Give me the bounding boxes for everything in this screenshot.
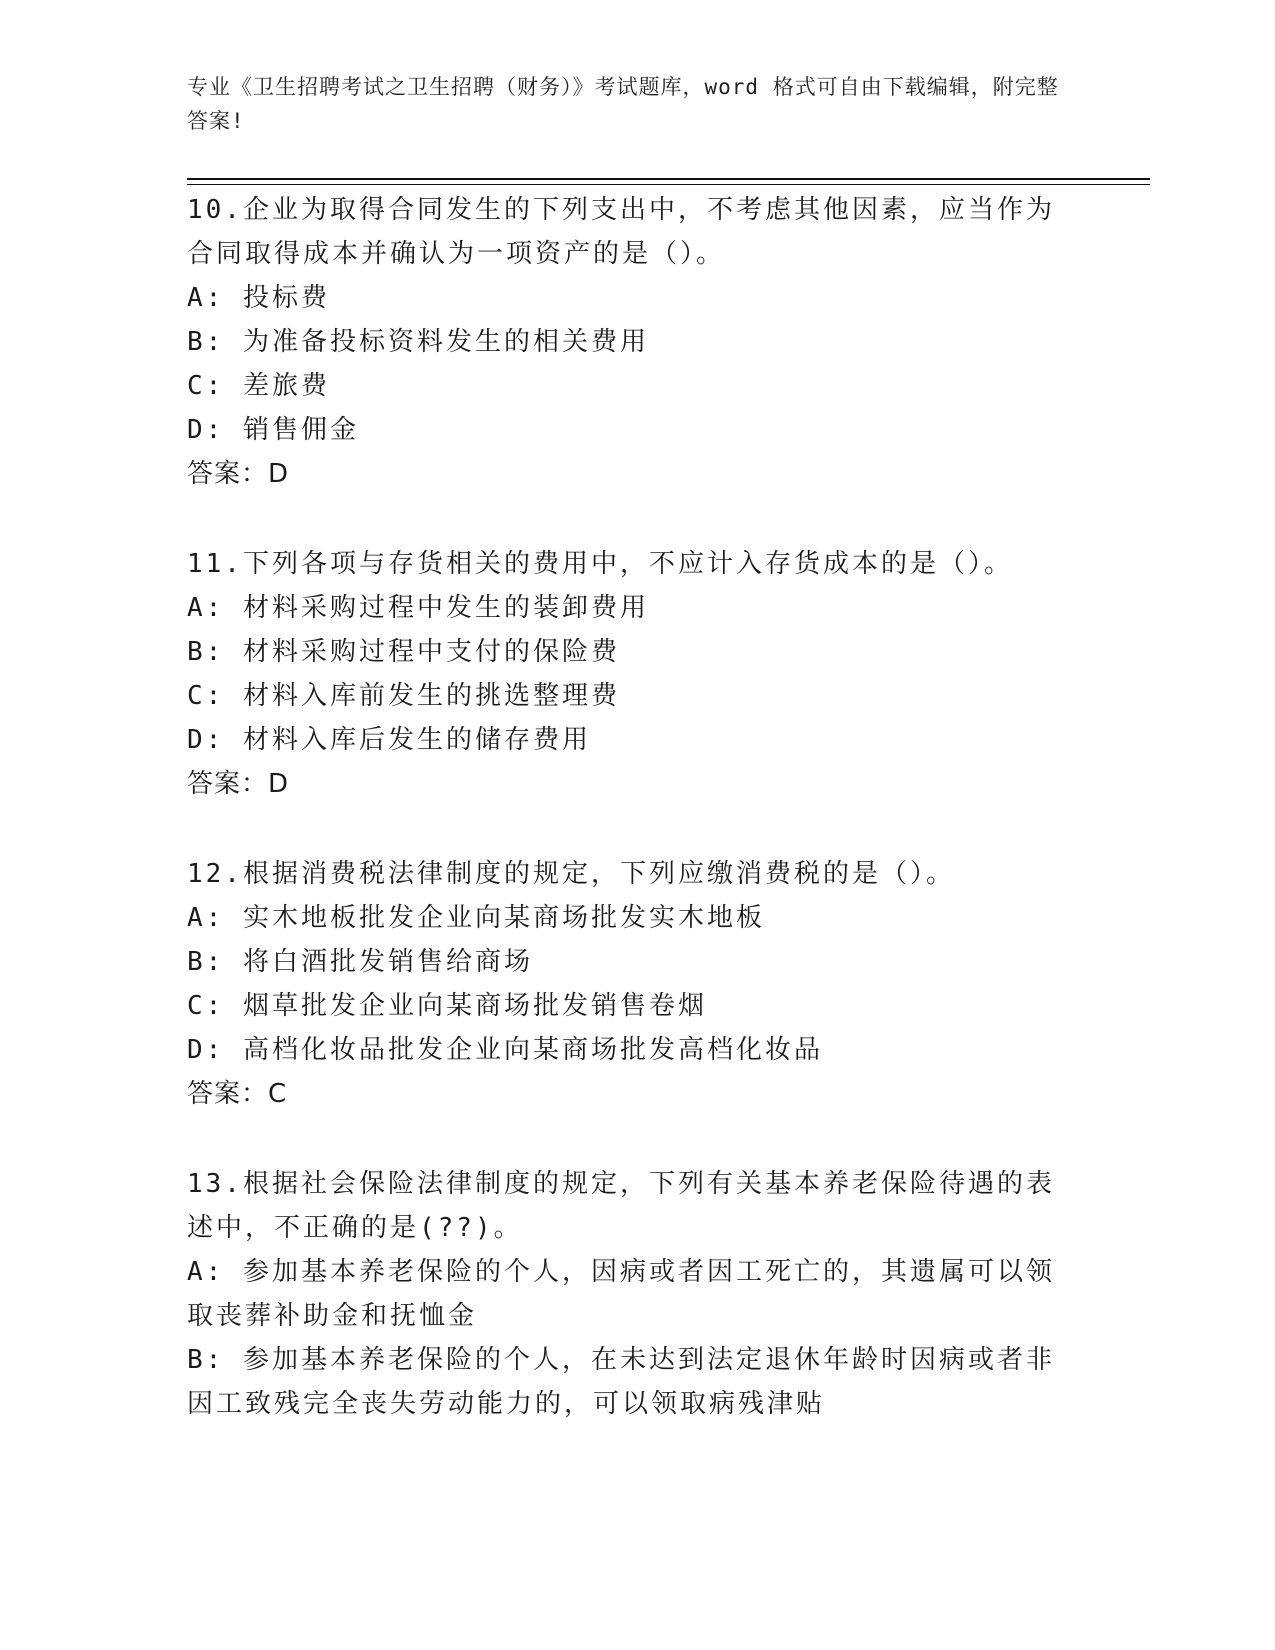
question-12 — [187, 852, 1077, 1116]
answer: 答案：D — [187, 769, 290, 799]
question-text: 12.根据消费税法律制度的规定，下列应缴消费税的是（）。 — [187, 859, 955, 889]
header-rule-thick — [187, 178, 1150, 180]
option-b: B: 参加基本养老保险的个人，在未达到法定退休年龄时因病或者非因工致残完全丧失劳动能力的，可以领取病残津贴 — [187, 1345, 1055, 1419]
question-10 — [187, 188, 1077, 496]
option-a: A: 投标费 — [187, 283, 330, 313]
option-a: A: 实木地板批发企业向某商场批发实木地板 — [187, 903, 765, 933]
option-c: C: 烟草批发企业向某商场批发销售卷烟 — [187, 991, 707, 1021]
option-b: B: 材料采购过程中支付的保险费 — [187, 637, 620, 667]
option-d: D: 高档化妆品批发企业向某商场批发高档化妆品 — [187, 1035, 823, 1065]
option-d: D: 销售佣金 — [187, 415, 359, 445]
option-b: B: 为准备投标资料发生的相关费用 — [187, 327, 649, 357]
answer: 答案：C — [187, 1079, 288, 1109]
header-rule-thin — [187, 184, 1150, 185]
option-b: B: 将白酒批发销售给商场 — [187, 947, 533, 977]
question-13 — [187, 1162, 1077, 1426]
option-c: C: 材料入库前发生的挑选整理费 — [187, 681, 620, 711]
question-text: 11.下列各项与存货相关的费用中，不应计入存货成本的是（）。 — [187, 549, 1013, 579]
question-text: 10.企业为取得合同发生的下列支出中，不考虑其他因素，应当作为合同取得成本并确认为一项资产的是（）。 — [187, 195, 1055, 269]
answer: 答案：D — [187, 459, 290, 489]
option-a: A: 材料采购过程中发生的装卸费用 — [187, 593, 649, 623]
option-a: A: 参加基本养老保险的个人，因病或者因工死亡的，其遗属可以领取丧葬补助金和抚恤金 — [187, 1257, 1055, 1331]
question-list — [187, 188, 1077, 1426]
option-c: C: 差旅费 — [187, 371, 330, 401]
question-11 — [187, 542, 1077, 806]
document-header: 专业《卫生招聘考试之卫生招聘（财务）》考试题库，word 格式可自由下载编辑，附完整答案! — [187, 75, 1059, 133]
option-d: D: 材料入库后发生的储存费用 — [187, 725, 591, 755]
question-text: 13.根据社会保险法律制度的规定，下列有关基本养老保险待遇的表述中，不正确的是(??)。 — [187, 1169, 1055, 1243]
